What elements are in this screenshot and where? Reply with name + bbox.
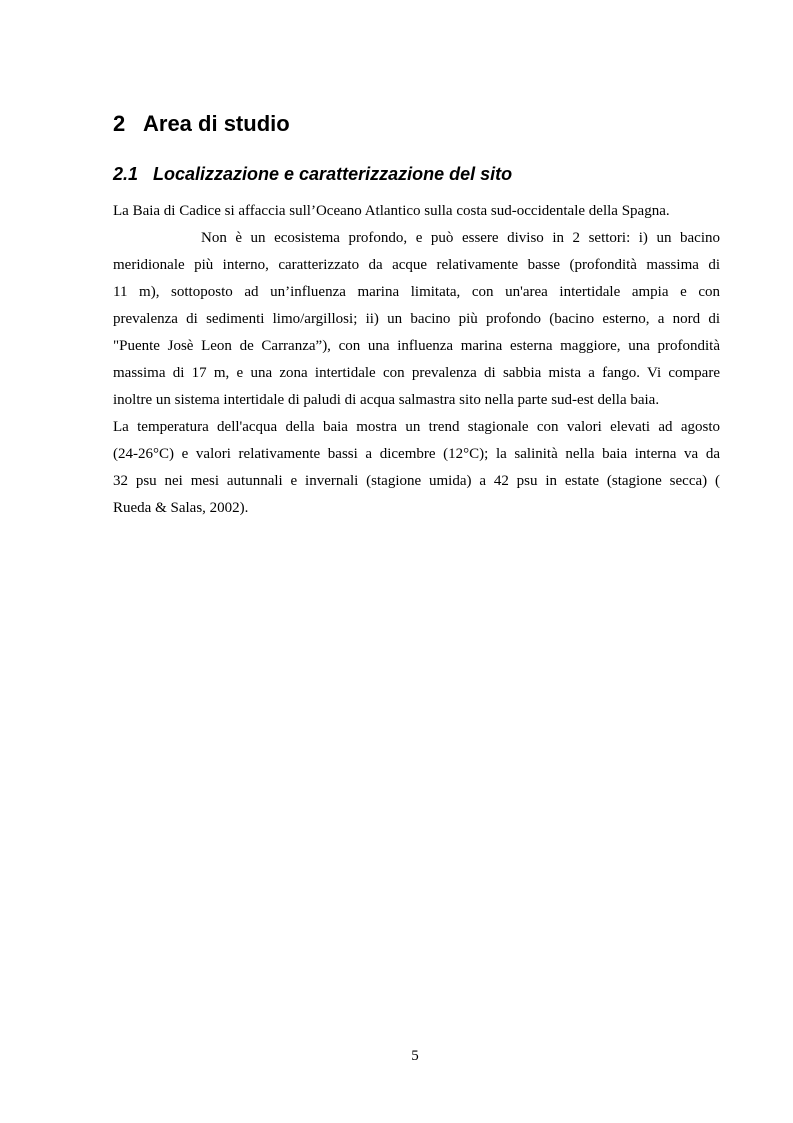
body-line: 32 psu nei mesi autunnali e invernali (stagione umida) a 42 psu in estate (stagione secca) (	[113, 473, 720, 489]
section-title: Localizzazione e caratterizzazione del sito	[153, 164, 513, 184]
body-line: prevalenza di sedimenti limo/argillosi; ii) un bacino più profondo (bacino esterno, a nord di	[113, 311, 720, 327]
body-line: La Baia di Cadice si affaccia sull’Oceano Atlantico sulla costa sud-occidentale della Spagna.	[113, 203, 670, 219]
body-line: massima di 17 m, e una zona intertidale con prevalenza di sabbia mista a fango. Vi compare	[113, 365, 720, 381]
body-line: "Puente Josè Leon de Carranza”), con una influenza marina esterna maggiore, una profondità	[113, 338, 720, 354]
body-line: meridionale più interno, caratterizzato da acque relativamente basse (profondità massima di	[113, 257, 720, 273]
body-line: inoltre un sistema intertidale di paludi di acqua salmastra sito nella parte sud-est della baia.	[113, 392, 660, 408]
body-line: 11 m), sottoposto ad un’influenza marina limitata, con un'area intertidale ampia e con	[113, 284, 720, 300]
chapter-heading	[113, 108, 290, 140]
page-number: 5	[411, 1048, 419, 1064]
body-line: Non è un ecosistema profondo, e può essere diviso in 2 settori: i) un bacino	[201, 230, 720, 246]
body-line: La temperatura dell'acqua della baia mostra un trend stagionale con valori elevati ad agosto	[113, 419, 720, 435]
body-line: Rueda & Salas, 2002).	[113, 500, 249, 516]
chapter-number: 2	[113, 111, 126, 136]
section-number: 2.1	[113, 164, 139, 184]
body-paragraphs	[113, 198, 720, 522]
section-heading	[113, 160, 512, 188]
chapter-title: Area di studio	[143, 111, 290, 136]
body-line: (24-26°C) e valori relativamente bassi a dicembre (12°C); la salinità nella baia interna va da	[113, 446, 720, 462]
